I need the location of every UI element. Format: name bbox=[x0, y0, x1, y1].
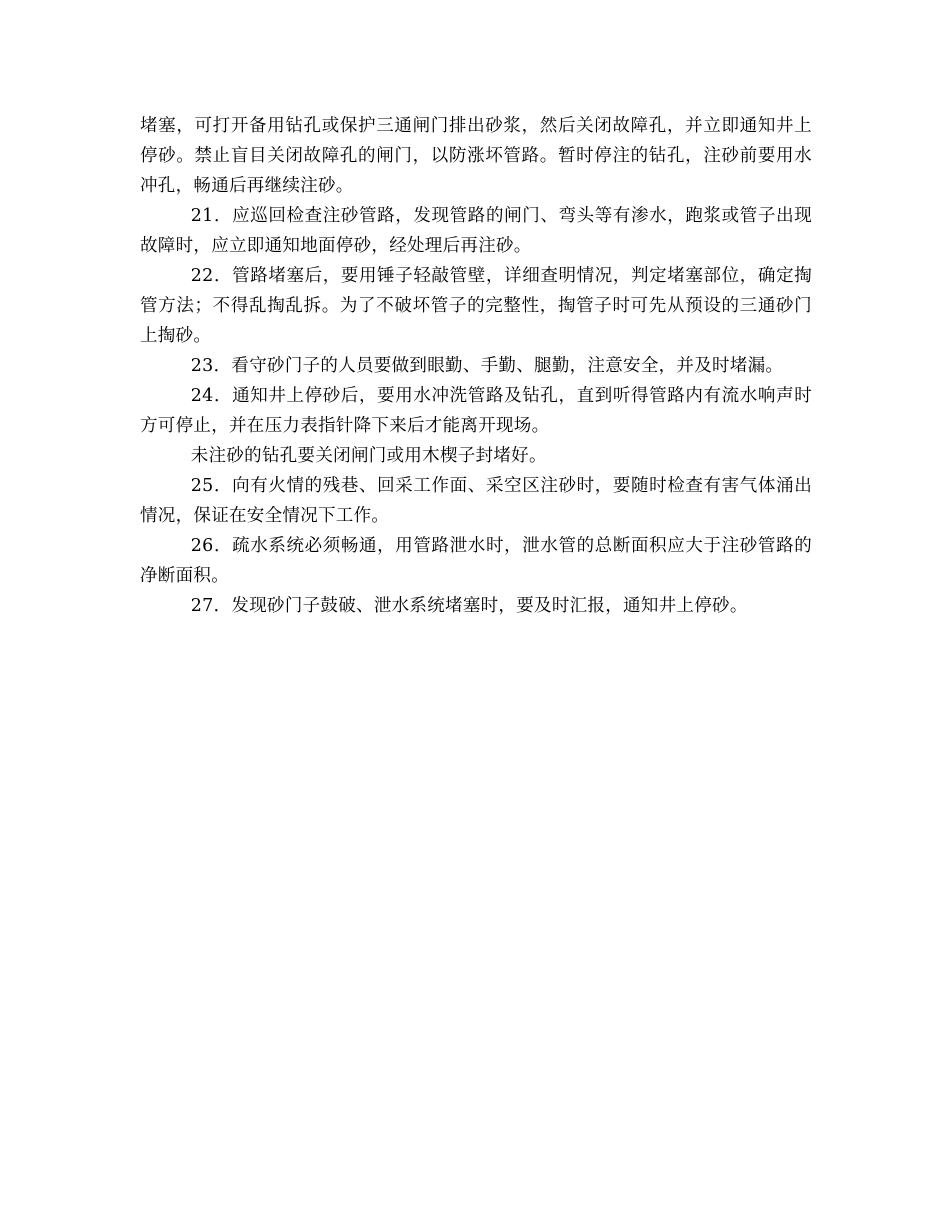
document-body bbox=[140, 111, 812, 621]
paragraph-item-27: 27．发现砂门子鼓破、泄水系统堵塞时，要及时汇报，通知井上停砂。 bbox=[190, 596, 748, 616]
paragraph-item-21: 21．应巡回检查注砂管路，发现管路的闸门、弯头等有渗水，跑浆或管子出现故障时，应立即通知地面停砂，经处理后再注砂。 bbox=[140, 206, 812, 256]
paragraph-item-25: 25．向有火情的残巷、回采工作面、采空区注砂时，要随时检查有害气体涌出情况，保证在安全情况下工作。 bbox=[140, 476, 812, 526]
paragraph-item-26: 26．疏水系统必须畅通，用管路泄水时，泄水管的总断面积应大于注砂管路的净断面积。 bbox=[140, 536, 812, 586]
paragraph-continuation: 堵塞，可打开备用钻孔或保护三通闸门排出砂浆，然后关闭故障孔，并立即通知井上停砂。禁止盲目关闭故障孔的闸门，以防涨坏管路。暂时停注的钻孔，注砂前要用水冲孔，畅通后再继续注砂。 bbox=[140, 116, 812, 196]
paragraph-item-22: 22．管路堵塞后，要用锤子轻敲管壁，详细查明情况，判定堵塞部位，确定掏管方法；不得乱掏乱拆。为了不破坏管子的完整性，掏管子时可先从预设的三通砂门上掏砂。 bbox=[140, 266, 812, 346]
paragraph-item-24: 24．通知井上停砂后，要用水冲洗管路及钻孔，直到听得管路内有流水响声时方可停止，并在压力表指针降下来后才能离开现场。 bbox=[140, 386, 812, 436]
paragraph-item-23: 23．看守砂门子的人员要做到眼勤、手勤、腿勤，注意安全，并及时堵漏。 bbox=[190, 356, 784, 376]
paragraph-note: 未注砂的钻孔要关闭闸门或用木楔子封堵好。 bbox=[190, 446, 547, 466]
